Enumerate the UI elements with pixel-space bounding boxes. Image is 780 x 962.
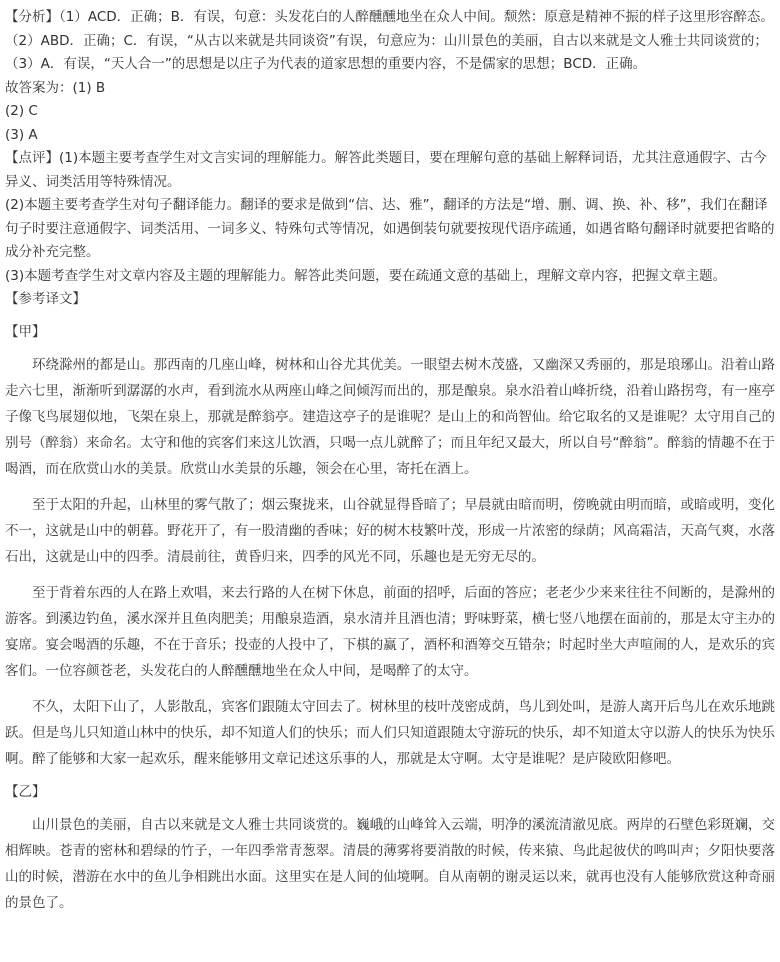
jia-paragraph-4: 不久，太阳下山了，人影散乱，宾客们跟随太守回去了。树林里的枝叶茂密成荫，鸟儿到处叫，是游人离开后鸟儿在欢乐地跳跃。但是鸟儿只知道山林中的快乐，却不知道人们的快乐；而人们只知道跟随太守游玩的快乐，却不知道太守以游人的快乐为快乐啊。醉了能够和大家一起欢乐，醒来能够用文章记述这乐事的人，那就是太守啊。太守是谁呢？是庐陵欧阳修吧。: [5, 698, 775, 767]
jia-paragraph-2: 至于太阳的升起，山林里的雾气散了；烟云聚拢来，山谷就显得昏暗了；早晨就由暗而明，傍晚就由明而暗，或暗或明，变化不一，这就是山中的朝暮。野花开了，有一股清幽的香味；好的树木枝繁叶茂，形成一片浓密的绿荫；风高霜洁，天高气爽，水落石出，这就是山中的四季。清晨前往，黄昏归来，四季的风光不同，乐趣也是无穷无尽的。: [5, 496, 775, 565]
reference-translation-heading: 【参考译文】: [5, 291, 86, 307]
section-jia-label: 【甲】: [5, 323, 46, 340]
section-yi-label: 【乙】: [5, 783, 46, 800]
answer-line-1: 故答案为：(1) B: [5, 79, 106, 96]
comment-section: [5, 147, 775, 288]
answer-line-3: (3) A: [5, 126, 38, 143]
jia-paragraph-1: 环绕滁州的都是山。那西南的几座山峰，树林和山谷尤其优美。一眼望去树木茂盛，又幽深又秀丽的，那是琅琊山。沿着山路走六七里，渐渐听到潺潺的水声，看到流水从两座山峰之间倾泻而出的，那是酿泉。泉水沿着山峰折绕，沿着山路拐弯，有一座亭子像飞鸟展翅似地，飞架在泉上，那就是醉翁亭。建造这亭子的是谁呢？是山上的和尚智仙。给它取名的又是谁呢？太守用自己的别号（醉翁）来命名。太守和他的宾客们来这儿饮酒，只喝一点儿就醉了；而且年纪又最大，所以自号“醉翁”。醉翁的情趣不在于喝酒，而在欣赏山水的美景。欣赏山水美景的乐趣，领会在心里，寄托在酒上。: [5, 356, 775, 477]
comment-line-2: (2)本题主要考查学生对句子翻译能力。翻译的要求是做到“信、达、雅”，翻译的方法是“增、删、调、换、补、移”，我们在翻译句子时要注意通假字、词类活用、一词多义、特殊句式等情况，如遇倒装句就要按现代语序疏通，如遇省略句翻译时就要把省略的成分补充完整。: [5, 197, 775, 260]
comment-line-3: (3)本题考查学生对文章内容及主题的理解能力。解答此类问题，要在疏通文意的基础上，理解文章内容，把握文章主题。: [5, 267, 727, 284]
analysis-section: [5, 6, 775, 147]
comment-line-1: 【点评】(1)本题主要考查学生对文言实词的理解能力。解答此类题目，要在理解句意的基础上解释词语，尤其注意通假字、古今异义、词类活用等特殊情况。: [5, 150, 767, 190]
answer-line-2: (2) C: [5, 103, 38, 119]
jia-paragraph-3: 至于背着东西的人在路上欢唱，来去行路的人在树下休息，前面的招呼，后面的答应；老老少少来来往往不间断的，是滁州的游客。到溪边钓鱼，溪水深并且鱼肉肥美；用酿泉造酒，泉水清并且酒也清；野味野菜，横七竖八地摆在面前的，那是太守主办的宴席。宴会喝酒的乐趣，不在于音乐；投壶的人投中了，下棋的赢了，酒杯和酒筹交互错杂；时起时坐大声喧闹的人，是欢乐的宾客们。一位容颜苍老，头发花白的人醉醺醺地坐在众人中间，是喝醉了的太守。: [5, 584, 775, 679]
analysis-line-2: （2）ABD．正确；C．有误，“从古以来就是共同谈资”有误，句意应为：山川景色的美丽，自古以来就是文人雅士共同谈赏的；: [5, 32, 768, 49]
analysis-line-1: 【分析】（1）ACD．正确；B．有误，句意：头发花白的人醉醺醺地坐在众人中间。颓然：原意是精神不振的样子这里形容醉态。: [5, 9, 774, 25]
analysis-line-3: （3）A．有误，“天人合一”的思想是以庄子为代表的道家思想的重要内容，不是儒家的思想；BCD．正确。: [5, 56, 647, 72]
yi-paragraph-1: 山川景色的美丽，自古以来就是文人雅士共同谈赏的。巍峨的山峰耸入云端，明净的溪流清澈见底。两岸的石壁色彩斑斓，交相辉映。苍青的密林和碧绿的竹子，一年四季常青葱翠。清晨的薄雾将要消散的时候，传来猿、鸟此起彼伏的鸣叫声；夕阳快要落山的时候，潜游在水中的鱼儿争相跳出水面。这里实在是人间的仙境啊。自从南朝的谢灵运以来，就再也没有人能够欣赏这种奇丽的景色了。: [5, 816, 775, 911]
